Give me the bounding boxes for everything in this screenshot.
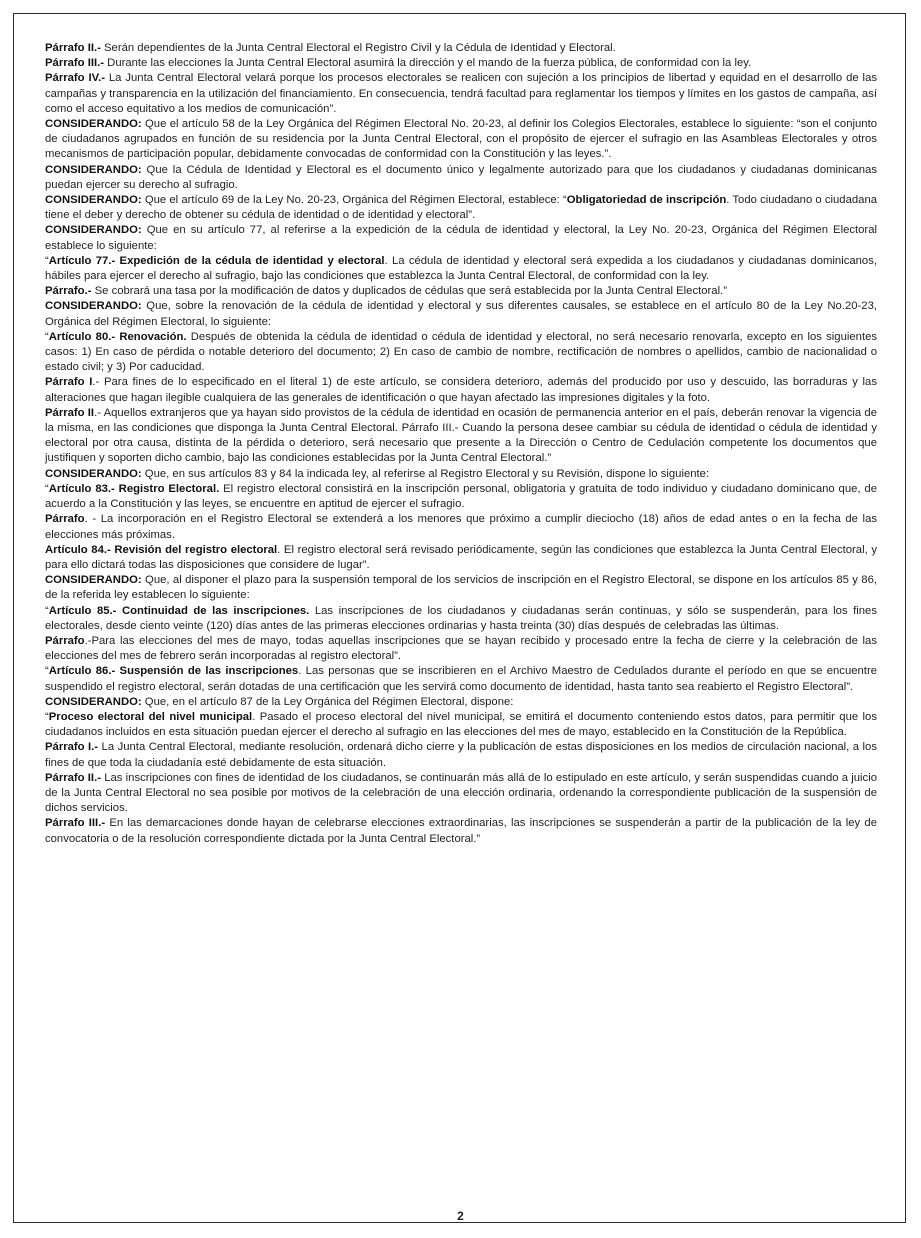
quote-art85-parrafo: Párrafo.-Para las elecciones del mes de mayo, todas aquellas inscripciones que se hayan recibido y procesado entre la fecha de cierre y la celebración de las elecciones del mes de febrero serán incorporadas al registro electoral”. xyxy=(45,634,877,663)
quote-art87-parrafo-3: Párrafo III.- En las demarcaciones donde hayan de celebrarse elecciones extraordinarias, las inscripciones se suspenderán a partir de la publicación de la ley de convocatoria o de la resolución correspondiente dictada por la Junta Central Electoral.” xyxy=(45,817,877,845)
quote-art80: “Artículo 80.- Renovación. Después de obtenida la cédula de identidad o cédula de identidad y electoral, no será necesario renovarla, excepto en los siguientes casos: 1) En caso de pérdida o notable deterioro del documento; 2) En caso de cambio de nombre, rectificación de nombres o apellidos, cambio de nacionalidad o estado civil; y 3) Por caducidad. xyxy=(45,330,878,374)
considerando-art69: CONSIDERANDO: Que el artículo 69 de la Ley No. 20-23, Orgánica del Régimen Electoral, establece: “Obligatoriedad de inscripción. Todo ciudadano o ciudadana tiene el deber y derecho de obtener su cédula de identidad o de identidad y electoral”. xyxy=(45,194,878,222)
considerando-art80: CONSIDERANDO: Que, sobre la renovación de la cédula de identidad y electoral y sus diferentes causales, se establece en el artículo 80 de la Ley No.20-23, Orgánica del Régimen Electoral, lo siguiente: xyxy=(45,300,877,328)
quote-art77: “Artículo 77.- Expedición de la cédula de identidad y electoral. La cédula de identidad y electoral será expedida a los ciudadanos y ciudadanas dominicanos, hábiles para ejercer el derecho al sufragio, bajo las condiciones que establezca la Junta Central Electoral, de conformidad con la ley. xyxy=(45,254,877,283)
considerando-art77: CONSIDERANDO: Que en su artículo 77, al referirse a la expedición de la cédula de identidad y electoral, la Ley No. 20-23, Orgánica del Régimen Electoral establece lo siguiente: xyxy=(45,224,877,252)
quote-art83-parrafo: Párrafo. - La incorporación en el Registro Electoral se extenderá a los menores que próximo a cumplir dieciocho (18) años de edad antes o en la fecha de las elecciones más próximas. xyxy=(45,513,877,541)
paragraph-4: Párrafo IV.- La Junta Central Electoral velará porque los procesos electorales se realicen con sujeción a los principios de libertad y equidad en el desarrollo de las campañas y transparencia en la utilización del financiamiento. En consecuencia, tendrá facultad para reglamentar los tiempos y límites en los gastos de campaña, así como el acceso equitativo a los medios de comunicación”. xyxy=(45,72,877,115)
quote-art86: “Artículo 86.- Suspensión de las inscripciones. Las personas que se inscribieren en el Archivo Maestro de Cedulados durante el período en que se encuentre suspendido el registro electoral, serán dotadas de una certificación que les servirá como documento de identidad, hasta tanto sea reabierto el Registro Electoral”. xyxy=(45,665,877,693)
paragraph-3: Párrafo III.- Durante las elecciones la Junta Central Electoral asumirá la dirección y el mando de la fuerza pública, de conformidad con la ley. xyxy=(45,57,752,70)
considerando-cedula: CONSIDERANDO: Que la Cédula de Identidad y Electoral es el documento único y legalmente autorizado para que los ciudadanos y ciudadanas dominicanas puedan ejercer su derecho al sufragio. xyxy=(45,163,877,191)
quote-art85: “Artículo 85.- Continuidad de las inscripciones. Las inscripciones de los ciudadanos y ciudadanas serán continuas, y sólo se suspenderán, para los fines electorales, desde ciento veinte (120) días antes de las primeras elecciones ordinarias y hasta treinta (30) días después de celebradas las últimas. xyxy=(45,604,877,632)
document-body xyxy=(45,41,877,847)
quote-art83: “Artículo 83.- Registro Electoral. El registro electoral consistirá en la inscripción personal, obligatoria y gratuita de todo individuo y ciudadano dominicano que, de acuerdo a la Constitución y las leyes, se encuentre en aptitud de ejercer el sufragio. xyxy=(45,482,877,511)
quote-art80-parrafo-2: Párrafo II.- Aquellos extranjeros que ya hayan sido provistos de la cédula de identidad en ocasión de permanencia anterior en el país, deberán renovar la vigencia de la misma, en las condiciones que disponga la Junta Central Electoral. Párrafo III.- Cuando la persona desee cambiar su cédula de identidad o cédula de identidad y electoral por otra causa, distinta de la pérdida o deterioro, será necesario que presente a la Dirección o Centro de Cedulación competente los documentos que justifiquen y soporten dicho cambio, bajo las condiciones establecidas por la Junta Central Electoral.” xyxy=(45,406,877,465)
quote-art87-parrafo-1: Párrafo I.- La Junta Central Electoral, mediante resolución, ordenará dicho cierre y la publicación de estas disposiciones en los medios de circulación nacional, a los fines de que toda la ciudadanía esté debidamente de esta situación. xyxy=(45,741,877,769)
considerando-art58: CONSIDERANDO: Que el artículo 58 de la Ley Orgánica del Régimen Electoral No. 20-23, al definir los Colegios Electorales, establece lo siguiente: “son el conjunto de ciudadanos agrupados en función de su residencia por la Junta Central Electoral, con el propósito de ejercer el sufragio en las Asambleas Electorales y otros mecanismos de participación popular, debidamente convocadas de conformidad con la Constitución y las leyes.”. xyxy=(45,118,877,161)
page-number: 2 xyxy=(457,1209,464,1223)
considerando-art87: CONSIDERANDO: Que, en el artículo 87 de la Ley Orgánica del Régimen Electoral, dispone: xyxy=(45,695,514,708)
quote-art77-parrafo: Párrafo.- Se cobrará una tasa por la modificación de datos y duplicados de cédulas que será establecida por la Junta Central Electoral.” xyxy=(45,285,727,298)
considerando-art85-86: CONSIDERANDO: Que, al disponer el plazo para la suspensión temporal de los servicios de inscripción en el Registro Electoral, se dispone en los artículos 85 y 86, de la referida ley establecen lo siguiente: xyxy=(45,574,877,602)
considerando-art83-84: CONSIDERANDO: Que, en sus artículos 83 y 84 la indicada ley, al referirse al Registro Electoral y su Revisión, dispone lo siguiente: xyxy=(45,467,710,480)
quote-art80-parrafo-1: Párrafo I.- Para fines de lo especificado en el literal 1) de este artículo, se considera deterioro, además del producido por uso y descuido, las borraduras y las alteraciones que hagan ilegible cualquiera de las generales de identificación o que hayan afectado las impresiones digitales y la foto. xyxy=(45,376,877,404)
paragraph-2: Párrafo II.- Serán dependientes de la Junta Central Electoral el Registro Civil y la Cédula de Identidad y Electoral. xyxy=(45,42,616,54)
quote-art84: Artículo 84.- Revisión del registro electoral. El registro electoral será revisado periódicamente, según las condiciones que establezca la Junta Central Electoral, y para ello dictará todas las disposiciones que considere de lugar”. xyxy=(45,543,877,571)
quote-art87-parrafo-2: Párrafo II.- Las inscripciones con fines de identidad de los ciudadanos, se continuarán más allá de lo estipulado en este artículo, y serán suspendidas cuando a juicio de la Junta Central Electoral no sea posible por motivos de la celebración de una elección ordinaria, ordenando la correspondiente publicación de la suspensión de dichos servicios. xyxy=(45,771,877,815)
quote-art87: “Proceso electoral del nivel municipal. Pasado el proceso electoral del nivel municipal, se emitirá el documento conteniendo estos datos, para permitir que los ciudadanos incluidos en esta situación puedan ejercer el derecho al sufragio en las elecciones del mes de mayo, establecido en la Constitución de la República. xyxy=(45,710,877,739)
